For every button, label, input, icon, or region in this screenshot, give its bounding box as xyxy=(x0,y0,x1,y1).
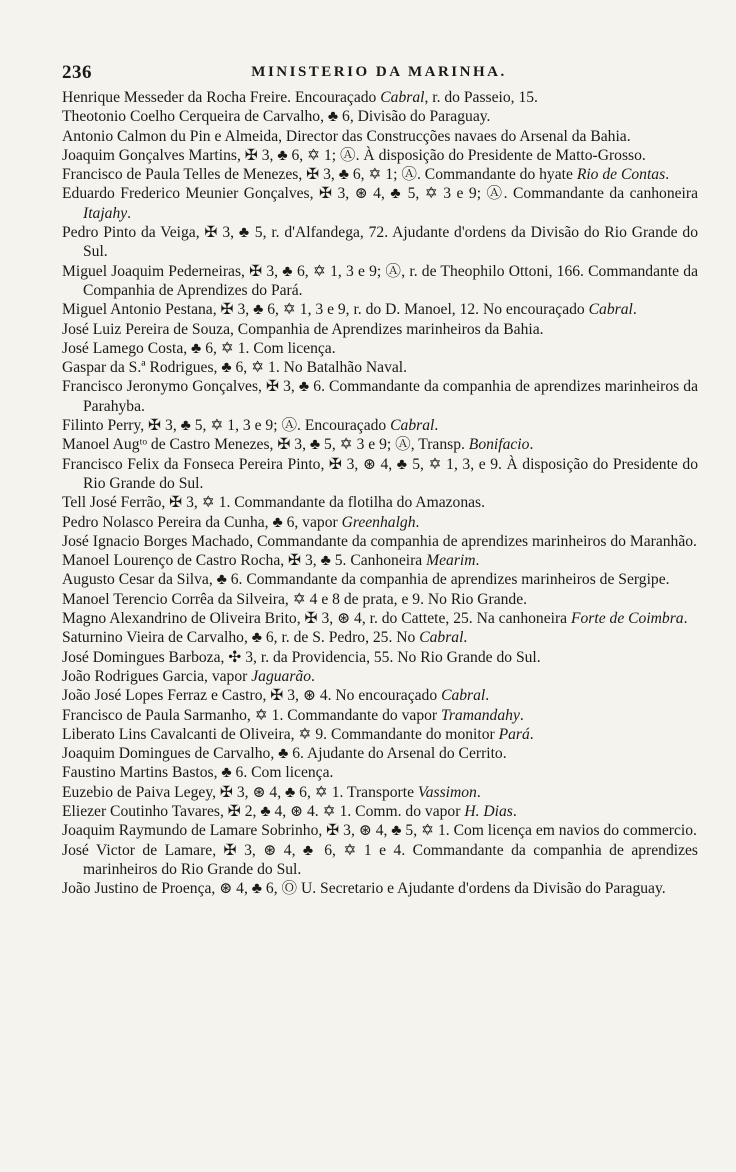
entry-vessel-name: Cabral xyxy=(380,89,425,106)
officer-entry xyxy=(62,841,698,880)
officer-entry xyxy=(62,165,698,184)
entry-text: Miguel Antonio Pestana, ✠ 3, ♣ 6, ✡ 1, 3 e 9, r. do D. Manoel, 12. No encouraçado xyxy=(62,301,589,319)
entry-text: Faustino Martins Bastos, ♣ 6. Com licença. xyxy=(62,764,334,782)
entry-text: José Victor de Lamare, ✠ 3, ⊛ 4, ♣ 6, ✡ 1 e 4. Commandante da companhia de aprendizes marinheiros do Rio Grande do Sul. xyxy=(62,841,698,878)
entry-text: Euzebio de Paiva Legey, ✠ 3, ⊛ 4, ♣ 6, ✡ 1. Transporte xyxy=(62,783,418,801)
officer-entry xyxy=(62,802,698,821)
officer-entry xyxy=(62,455,698,494)
entry-tail: . xyxy=(519,706,524,724)
officer-entry xyxy=(62,146,698,165)
officer-entry xyxy=(62,320,698,339)
entry-text: Henrique Messeder da Rocha Freire. Encouraçado xyxy=(62,89,381,106)
entry-text: Magno Alexandrino de Oliveira Brito, ✠ 3, ⊛ 4, r. do Cattete, 25. Na canhoneira xyxy=(62,610,571,628)
officer-entry xyxy=(62,686,698,705)
entry-vessel-name: Forte de Coimbra xyxy=(570,610,684,628)
entry-tail: . xyxy=(475,552,480,570)
officer-entry xyxy=(62,590,698,609)
officer-entry xyxy=(62,339,698,358)
entry-tail: . xyxy=(463,629,468,647)
running-head: MINISTERIO DA MARINHA. xyxy=(251,64,507,80)
entry-tail: . xyxy=(415,513,420,531)
entry-vessel-name: H. Dias xyxy=(464,802,513,820)
entry-text: Pedro Nolasco Pereira da Cunha, ♣ 6, vapor xyxy=(62,513,342,531)
entry-tail: . xyxy=(476,783,481,801)
entry-text: João Rodrigues Garcia, vapor xyxy=(62,667,252,685)
entry-text: Theotonio Coelho Cerqueira de Carvalho, ♣ 6, Divisão do Paraguay. xyxy=(62,108,491,126)
entry-tail: . xyxy=(529,436,534,454)
officer-list xyxy=(62,88,698,898)
entry-text: Pedro Pinto da Veiga, ✠ 3, ♣ 5, r. d'Alfandega, 72. Ajudante d'ordens da Divisão do Rio Grande do Sul. xyxy=(62,224,698,261)
officer-entry xyxy=(62,416,698,435)
entry-vessel-name: Tramandahy xyxy=(441,706,520,724)
officer-entry xyxy=(62,223,698,262)
officer-entry xyxy=(62,648,698,667)
officer-entry xyxy=(62,127,698,146)
entry-text: Saturnino Vieira de Carvalho, ♣ 6, r. de S. Pedro, 25. No xyxy=(62,629,420,647)
entry-vessel-name: Itajahy xyxy=(83,204,128,222)
entry-text: Eduardo Frederico Meunier Gonçalves, ✠ 3, ⊛ 4, ♣ 5, ✡ 3 e 9; Ⓐ. Commandante da canhoneira xyxy=(62,185,698,203)
entry-text: Francisco Jeronymo Gonçalves, ✠ 3, ♣ 6. Commandante da companhia de aprendizes marinheiros da Parahyba. xyxy=(62,378,698,415)
officer-entry xyxy=(62,609,698,628)
entry-vessel-name: Rio de Contas xyxy=(576,166,666,184)
entry-tail: . xyxy=(665,166,670,184)
entry-vessel-name: Cabral xyxy=(390,417,435,435)
officer-entry xyxy=(62,88,698,107)
officer-entry xyxy=(62,107,698,126)
officer-entry xyxy=(62,358,698,377)
entry-text: Joaquim Raymundo de Lamare Sobrinho, ✠ 3, ⊛ 4, ♣ 5, ✡ 1. Com licença em navios do commercio. xyxy=(62,822,697,840)
entry-text: Manoel Augᵗᵒ de Castro Menezes, ✠ 3, ♣ 5, ✡ 3 e 9; Ⓐ, Transp. xyxy=(62,436,469,454)
entry-vessel-name: Cabral xyxy=(588,301,633,319)
officer-entry xyxy=(62,493,698,512)
officer-entry xyxy=(62,783,698,802)
entry-vessel-name: Pará xyxy=(498,725,530,743)
entry-tail: . xyxy=(434,417,439,435)
page-number: 236 xyxy=(62,62,92,83)
officer-entry xyxy=(62,725,698,744)
entry-text: João Justino de Proença, ⊛ 4, ♣ 6, Ⓞ U. Secretario e Ajudante d'ordens da Divisão do Paraguay. xyxy=(62,880,666,898)
entry-vessel-name: Bonifacio xyxy=(468,436,530,454)
officer-entry xyxy=(62,532,698,551)
officer-entry xyxy=(62,821,698,840)
officer-entry xyxy=(62,570,698,589)
entry-tail: . xyxy=(632,301,637,319)
officer-entry xyxy=(62,262,698,301)
entry-vessel-name: Vassimon xyxy=(417,783,477,801)
officer-entry xyxy=(62,300,698,319)
entry-tail: . xyxy=(311,667,315,685)
entry-text: Francisco Felix da Fonseca Pereira Pinto, ✠ 3, ⊛ 4, ♣ 5, ✡ 1, 3, e 9. À disposição do Presidente do Rio Grande do Sul. xyxy=(62,455,698,492)
entry-text: Filinto Perry, ✠ 3, ♣ 5, ✡ 1, 3 e 9; Ⓐ. Encouraçado xyxy=(62,417,391,435)
entry-vessel-name: Greenhalgh xyxy=(341,513,416,531)
entry-text: Augusto Cesar da Silva, ♣ 6. Commandante da companhia de aprendizes marinheiros de Sergipe. xyxy=(62,571,670,589)
entry-text: Manoel Lourenço de Castro Rocha, ✠ 3, ♣ 5. Canhoneira xyxy=(62,552,427,570)
officer-entry xyxy=(62,551,698,570)
entry-text: Joaquim Domingues de Carvalho, ♣ 6. Ajudante do Arsenal do Cerrito. xyxy=(62,745,507,763)
officer-entry xyxy=(62,879,698,898)
officer-entry xyxy=(62,435,698,454)
entry-text: João José Lopes Ferraz e Castro, ✠ 3, ⊛ 4. No encouraçado xyxy=(62,687,442,705)
entry-tail: . xyxy=(127,204,132,222)
entry-text: José Luiz Pereira de Souza, Companhia de Aprendizes marinheiros da Bahia. xyxy=(62,320,544,338)
entry-vessel-name: Jaguarão xyxy=(251,667,312,685)
entry-tail: . xyxy=(529,725,534,743)
entry-text: Francisco de Paula Sarmanho, ✡ 1. Commandante do vapor xyxy=(62,706,442,724)
officer-entry xyxy=(62,667,698,686)
entry-tail: , r. do Passeio, 15. xyxy=(424,89,538,106)
officer-entry xyxy=(62,763,698,782)
officer-entry xyxy=(62,184,698,223)
entry-text: Eliezer Coutinho Tavares, ✠ 2, ♣ 4, ⊛ 4. ✡ 1. Comm. do vapor xyxy=(62,802,465,820)
entry-text: José Domingues Barboza, ✣ 3, r. da Providencia, 55. No Rio Grande do Sul. xyxy=(62,648,541,666)
entry-vessel-name: Mearim xyxy=(426,552,476,570)
entry-vessel-name: Cabral xyxy=(441,687,486,705)
officer-entry xyxy=(62,377,698,416)
entry-text: Tell José Ferrão, ✠ 3, ✡ 1. Commandante da flotilha do Amazonas. xyxy=(62,494,486,512)
entry-tail: . xyxy=(485,687,490,705)
entry-text: José Lamego Costa, ♣ 6, ✡ 1. Com licença. xyxy=(62,339,336,357)
entry-tail: . xyxy=(683,610,688,628)
officer-entry xyxy=(62,628,698,647)
page-header xyxy=(62,62,696,86)
entry-text: Joaquim Gonçalves Martins, ✠ 3, ♣ 6, ✡ 1; Ⓐ. À disposição do Presidente de Matto-Grosso. xyxy=(62,146,646,164)
officer-entry xyxy=(62,706,698,725)
entry-text: Miguel Joaquim Pederneiras, ✠ 3, ♣ 6, ✡ 1, 3 e 9; Ⓐ, r. de Theophilo Ottoni, 166. Commandante da Companhia de Aprendizes do Pará. xyxy=(62,262,698,299)
officer-entry xyxy=(62,744,698,763)
entry-text: Liberato Lins Cavalcanti de Oliveira, ✡ 9. Commandante do monitor xyxy=(62,725,499,743)
officer-entry xyxy=(62,513,698,532)
entry-text: Francisco de Paula Telles de Menezes, ✠ 3, ♣ 6, ✡ 1; Ⓐ. Commandante do hyate xyxy=(62,166,577,184)
entry-tail: . xyxy=(512,802,517,820)
entry-vessel-name: Cabral xyxy=(419,629,464,647)
entry-text: Manoel Terencio Corrêa da Silveira, ✡ 4 e 8 de prata, e 9. No Rio Grande. xyxy=(62,590,528,608)
entry-text: Antonio Calmon du Pin e Almeida, Director das Construcções navaes do Arsenal da Bahia. xyxy=(62,127,631,145)
entry-text: Gaspar da S.ª Rodrigues, ♣ 6, ✡ 1. No Batalhão Naval. xyxy=(62,359,408,377)
entry-text: José Ignacio Borges Machado, Commandante da companhia de aprendizes marinheiros do Maranhão. xyxy=(62,532,697,550)
